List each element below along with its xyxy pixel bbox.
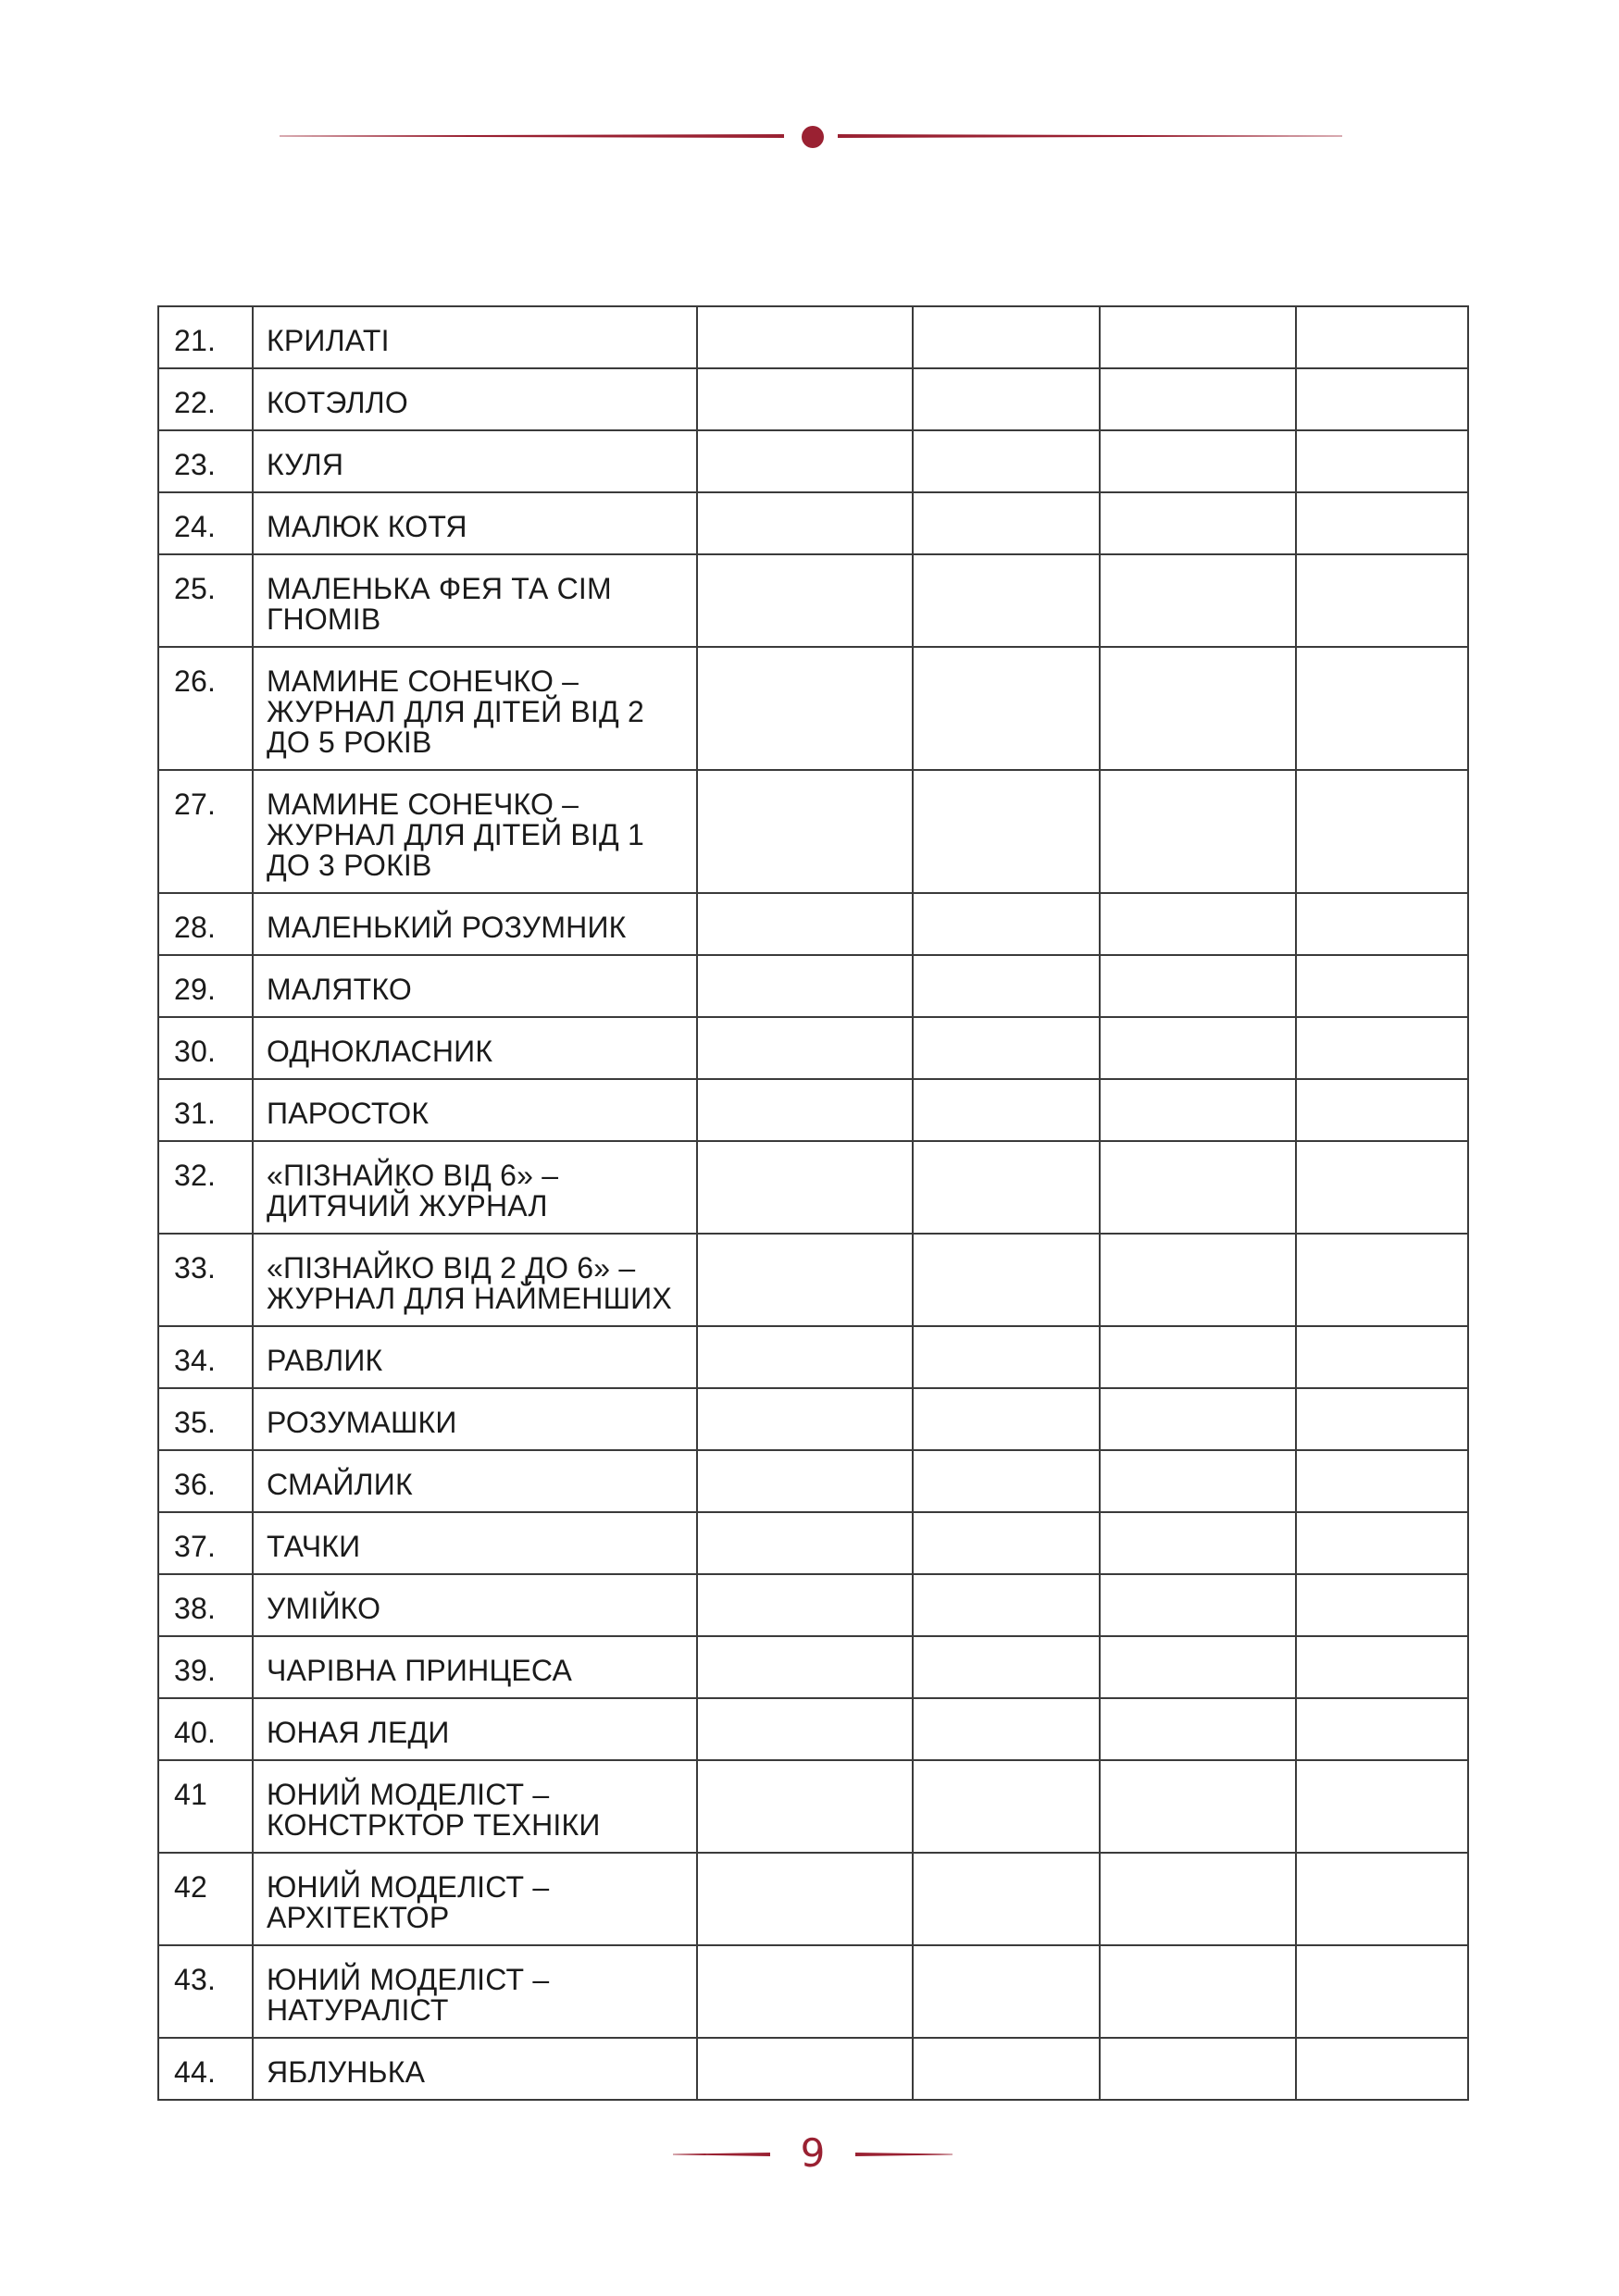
table-row (158, 1760, 1468, 1853)
empty-cell (697, 430, 913, 492)
empty-cell (1296, 1760, 1468, 1853)
empty-cell (1296, 430, 1468, 492)
row-number: 44. (158, 2038, 253, 2100)
row-number: 36. (158, 1450, 253, 1512)
empty-cell (1296, 1853, 1468, 1945)
empty-cell (697, 1636, 913, 1698)
row-title: ОДНОКЛАСНИК (253, 1017, 697, 1079)
row-number: 33. (158, 1234, 253, 1326)
empty-cell (1100, 1326, 1296, 1388)
empty-cell (697, 955, 913, 1017)
empty-cell (913, 1450, 1100, 1512)
footer-rule-left (673, 2153, 770, 2156)
empty-cell (697, 1512, 913, 1574)
empty-cell (1296, 1450, 1468, 1512)
empty-cell (1100, 1450, 1296, 1512)
empty-cell (913, 647, 1100, 770)
empty-cell (913, 492, 1100, 554)
row-number: 28. (158, 893, 253, 955)
empty-cell (1100, 1388, 1296, 1450)
empty-cell (1100, 368, 1296, 430)
empty-cell (697, 1698, 913, 1760)
table-row (158, 647, 1468, 770)
empty-cell (697, 306, 913, 368)
empty-cell (1100, 1636, 1296, 1698)
empty-cell (697, 1017, 913, 1079)
empty-cell (1100, 430, 1296, 492)
empty-cell (1100, 1079, 1296, 1141)
empty-cell (697, 492, 913, 554)
header-rule-left (280, 134, 784, 138)
empty-cell (697, 2038, 913, 2100)
periodicals-table (157, 305, 1469, 2101)
empty-cell (913, 893, 1100, 955)
empty-cell (1296, 554, 1468, 647)
empty-cell (1296, 492, 1468, 554)
footer-rule-right (855, 2153, 953, 2156)
empty-cell (1296, 2038, 1468, 2100)
row-title: «ПІЗНАЙКО ВІД 2 ДО 6» – ЖУРНАЛ ДЛЯ НАЙМЕНШИХ (253, 1234, 697, 1326)
row-title: КОТЭЛЛО (253, 368, 697, 430)
row-number: 26. (158, 647, 253, 770)
table-row (158, 1450, 1468, 1512)
row-number: 23. (158, 430, 253, 492)
header-ornament (280, 134, 1342, 140)
header-rule-right (838, 134, 1342, 138)
row-number: 43. (158, 1945, 253, 2038)
empty-cell (1100, 2038, 1296, 2100)
row-title: УМІЙКО (253, 1574, 697, 1636)
empty-cell (1296, 1326, 1468, 1388)
empty-cell (697, 1079, 913, 1141)
empty-cell (697, 1853, 913, 1945)
empty-cell (1100, 1234, 1296, 1326)
empty-cell (697, 1141, 913, 1234)
empty-cell (1100, 955, 1296, 1017)
empty-cell (913, 1141, 1100, 1234)
empty-cell (697, 1388, 913, 1450)
empty-cell (1100, 647, 1296, 770)
empty-cell (913, 1326, 1100, 1388)
row-title: МАЛЮК КОТЯ (253, 492, 697, 554)
table-row (158, 1141, 1468, 1234)
empty-cell (1296, 893, 1468, 955)
empty-cell (913, 1636, 1100, 1698)
empty-cell (1296, 1698, 1468, 1760)
row-number: 24. (158, 492, 253, 554)
table-row (158, 1326, 1468, 1388)
empty-cell (1100, 306, 1296, 368)
empty-cell (913, 1388, 1100, 1450)
table-row (158, 2038, 1468, 2100)
row-number: 25. (158, 554, 253, 647)
empty-cell (913, 1079, 1100, 1141)
empty-cell (1100, 893, 1296, 955)
row-number: 42 (158, 1853, 253, 1945)
empty-cell (1296, 1234, 1468, 1326)
empty-cell (1296, 1574, 1468, 1636)
empty-cell (697, 1326, 913, 1388)
empty-cell (913, 955, 1100, 1017)
empty-cell (1100, 1574, 1296, 1636)
table-row (158, 1698, 1468, 1760)
empty-cell (913, 1017, 1100, 1079)
row-title: СМАЙЛИК (253, 1450, 697, 1512)
empty-cell (1100, 1017, 1296, 1079)
empty-cell (697, 647, 913, 770)
periodicals-table-body (158, 306, 1468, 2100)
table-row (158, 1234, 1468, 1326)
row-number: 35. (158, 1388, 253, 1450)
row-number: 39. (158, 1636, 253, 1698)
empty-cell (1296, 1945, 1468, 2038)
row-title: КРИЛАТІ (253, 306, 697, 368)
table-row (158, 1853, 1468, 1945)
row-title: ЮНИЙ МОДЕЛІСТ – АРХІТЕКТОР (253, 1853, 697, 1945)
empty-cell (697, 1574, 913, 1636)
row-title: ЮНИЙ МОДЕЛІСТ – КОНСТРКТОР ТЕХНІКИ (253, 1760, 697, 1853)
empty-cell (1100, 492, 1296, 554)
empty-cell (913, 1853, 1100, 1945)
empty-cell (913, 430, 1100, 492)
header-dot-icon (802, 126, 824, 148)
empty-cell (697, 1760, 913, 1853)
empty-cell (1296, 770, 1468, 893)
empty-cell (697, 1945, 913, 2038)
empty-cell (1296, 1388, 1468, 1450)
row-number: 29. (158, 955, 253, 1017)
empty-cell (1296, 306, 1468, 368)
row-title: МАЛЯТКО (253, 955, 697, 1017)
page-footer (0, 2128, 1619, 2184)
row-title: «ПІЗНАЙКО ВІД 6» – ДИТЯЧИЙ ЖУРНАЛ (253, 1141, 697, 1234)
table-row (158, 1079, 1468, 1141)
empty-cell (913, 1760, 1100, 1853)
empty-cell (697, 554, 913, 647)
row-title: ЧАРІВНА ПРИНЦЕСА (253, 1636, 697, 1698)
empty-cell (1296, 368, 1468, 430)
row-title: КУЛЯ (253, 430, 697, 492)
row-number: 40. (158, 1698, 253, 1760)
row-title: МАЛЕНЬКИЙ РОЗУМНИК (253, 893, 697, 955)
row-title: РОЗУМАШКИ (253, 1388, 697, 1450)
empty-cell (697, 1234, 913, 1326)
row-title: ЯБЛУНЬКА (253, 2038, 697, 2100)
table-row (158, 554, 1468, 647)
table-row (158, 306, 1468, 368)
empty-cell (1100, 554, 1296, 647)
empty-cell (697, 1450, 913, 1512)
row-number: 30. (158, 1017, 253, 1079)
row-title: МАЛЕНЬКА ФЕЯ ТА СІМ ГНОМІВ (253, 554, 697, 647)
row-number: 21. (158, 306, 253, 368)
row-number: 38. (158, 1574, 253, 1636)
empty-cell (913, 1512, 1100, 1574)
table-row (158, 955, 1468, 1017)
empty-cell (1100, 1853, 1296, 1945)
empty-cell (913, 368, 1100, 430)
empty-cell (1296, 1017, 1468, 1079)
empty-cell (1296, 647, 1468, 770)
row-title: МАМИНЕ СОНЕЧКО – ЖУРНАЛ ДЛЯ ДІТЕЙ ВІД 2 ДО 5 РОКІВ (253, 647, 697, 770)
empty-cell (1100, 1512, 1296, 1574)
empty-cell (913, 1234, 1100, 1326)
row-number: 32. (158, 1141, 253, 1234)
row-title: МАМИНЕ СОНЕЧКО – ЖУРНАЛ ДЛЯ ДІТЕЙ ВІД 1 ДО 3 РОКІВ (253, 770, 697, 893)
empty-cell (1296, 1079, 1468, 1141)
table-row (158, 1574, 1468, 1636)
empty-cell (1296, 1636, 1468, 1698)
row-title: ПАРОСТОК (253, 1079, 697, 1141)
empty-cell (1100, 770, 1296, 893)
table-row (158, 1945, 1468, 2038)
empty-cell (913, 1945, 1100, 2038)
row-number: 22. (158, 368, 253, 430)
row-number: 27. (158, 770, 253, 893)
table-row (158, 1388, 1468, 1450)
empty-cell (913, 1698, 1100, 1760)
empty-cell (913, 554, 1100, 647)
empty-cell (697, 770, 913, 893)
table-row (158, 1512, 1468, 1574)
row-number: 37. (158, 1512, 253, 1574)
row-title: ЮНИЙ МОДЕЛІСТ – НАТУРАЛІСТ (253, 1945, 697, 2038)
empty-cell (1100, 1945, 1296, 2038)
row-number: 41 (158, 1760, 253, 1853)
row-title: ТАЧКИ (253, 1512, 697, 1574)
empty-cell (1100, 1141, 1296, 1234)
table-row (158, 368, 1468, 430)
table-row (158, 430, 1468, 492)
row-title: РАВЛИК (253, 1326, 697, 1388)
table-row (158, 492, 1468, 554)
empty-cell (913, 770, 1100, 893)
table-row (158, 770, 1468, 893)
table-row (158, 1636, 1468, 1698)
row-number: 31. (158, 1079, 253, 1141)
empty-cell (1100, 1698, 1296, 1760)
empty-cell (1296, 955, 1468, 1017)
page-number: 9 (800, 2130, 826, 2176)
empty-cell (1296, 1512, 1468, 1574)
empty-cell (1296, 1141, 1468, 1234)
table-row (158, 1017, 1468, 1079)
table-row (158, 893, 1468, 955)
empty-cell (697, 368, 913, 430)
empty-cell (913, 2038, 1100, 2100)
empty-cell (1100, 1760, 1296, 1853)
empty-cell (697, 893, 913, 955)
empty-cell (913, 1574, 1100, 1636)
row-title: ЮНАЯ ЛЕДИ (253, 1698, 697, 1760)
empty-cell (913, 306, 1100, 368)
row-number: 34. (158, 1326, 253, 1388)
